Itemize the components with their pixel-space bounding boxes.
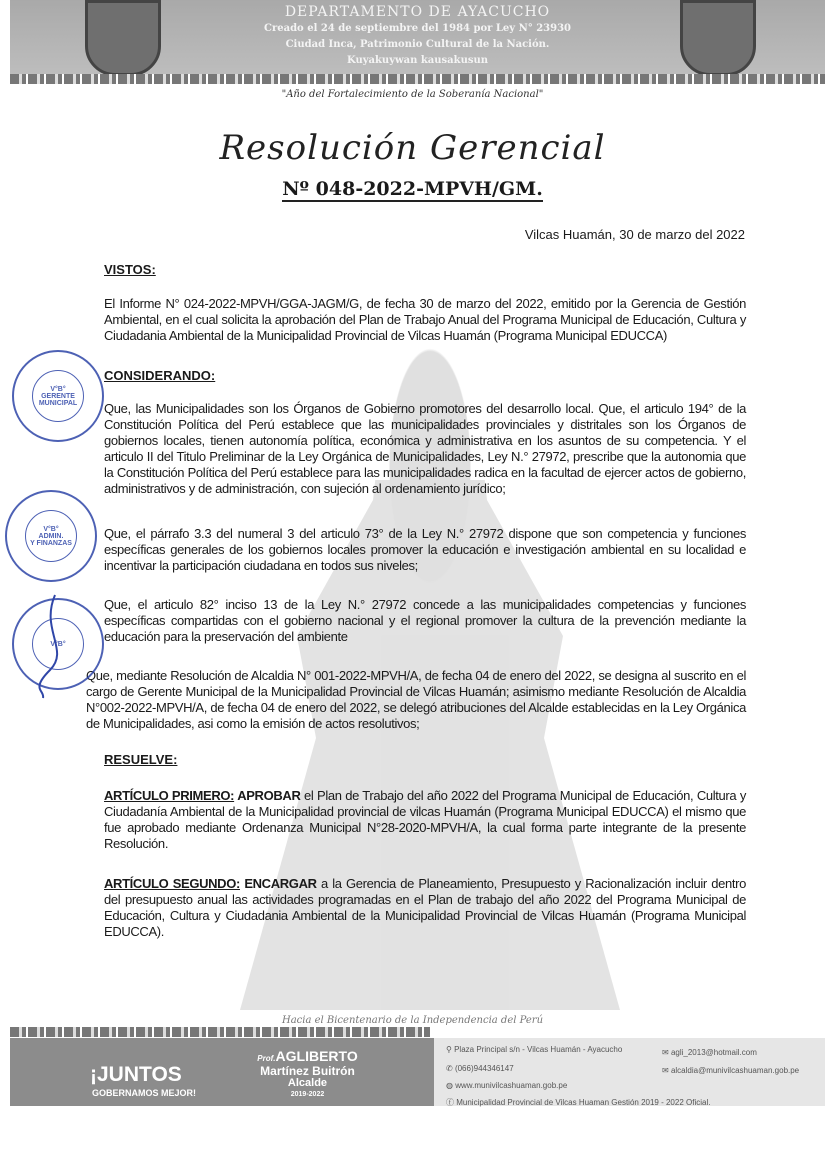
article-second bbox=[104, 876, 746, 940]
document-date: Vilcas Huamán, 30 de marzo del 2022 bbox=[524, 227, 745, 242]
mayor-title: Alcalde bbox=[287, 1077, 328, 1089]
stamp-administracion-finanzas: V°B° ADMIN. Y FINANZAS bbox=[5, 490, 97, 582]
contact-phone bbox=[446, 1064, 514, 1073]
slogan-sub: GOBERNAMOS MEJOR! bbox=[92, 1088, 197, 1098]
resolution-number bbox=[0, 178, 825, 200]
header-quechua: Kuyakuywan kausakusun bbox=[346, 55, 489, 66]
vistos-heading: VISTOS: bbox=[104, 262, 156, 277]
email2-text[interactable]: alcaldia@munivilcashuaman.gob.pe bbox=[670, 1066, 800, 1075]
contact-email-2[interactable] bbox=[662, 1066, 799, 1075]
considerando-paragraph-1: Que, las Municipalidades son los Órganos de Gobierno promotores del desarrollo local. Que, el articulo 194° de la Constitución Política del Perú establece que las municipalidades provinciales y distritales son los Órganos de gobiernos locales, tienen autonomía política, económica y administrativa en los asuntos de su competencia. Y el articulo II del Titulo Preliminar de la Ley Orgánica de Municipalidades, Ley N.° 27972, prescribe que la autonomia que la Constitución Política del Perú establece para las municipalidades radica en la facultad de ejercer actos de gobierno, administrativos y de administración, con sujeción al ordenamiento jurídico; bbox=[104, 401, 746, 496]
slogan: ¡JUNTOS bbox=[90, 1063, 182, 1086]
vistos-paragraph: El Informe N° 024-2022-MPVH/GGA-JAGM/G, de fecha 30 de marzo del 2022, emitido por la Gerencia de Gestión Ambiental, en el cual solicita la aprobación del Plan de Trabajo Anual del Programa Municipal de Educación, Cultura y Ciudadania Ambiental de la Municipalidad Provincial de Vilcas Huamán (Programa Municipal EDUCCA) bbox=[104, 296, 746, 343]
phone-icon: ✆ bbox=[446, 1064, 455, 1073]
globe-icon: ◍ bbox=[446, 1081, 456, 1090]
article-first-label: ARTÍCULO PRIMERO: bbox=[104, 788, 235, 803]
considerando-heading: CONSIDERANDO: bbox=[104, 368, 216, 383]
mayor-term: 2019-2022 bbox=[290, 1091, 325, 1098]
contact-email-1[interactable] bbox=[662, 1048, 757, 1057]
footer-meander bbox=[10, 1027, 430, 1037]
facebook-text: Municipalidad Provincial de Vilcas Huaman Gestión 2019 - 2022 Oficial. bbox=[456, 1098, 711, 1107]
email-icon: ✉ bbox=[662, 1048, 671, 1057]
mayor-prefix: Prof. bbox=[257, 1054, 276, 1063]
resolution-number-text: Nº 048-2022-MPVH/GM. bbox=[282, 178, 543, 200]
year-motto: "Año del Fortalecimiento de la Soberanía Nacional" bbox=[281, 89, 544, 100]
article-first-verb: APROBAR bbox=[237, 788, 301, 803]
mayor-block bbox=[245, 1050, 370, 1101]
website-text[interactable]: www.munivilcashuaman.gob.pe bbox=[455, 1081, 568, 1090]
article-first-text: el Plan de Trabajo del año 2022 del Programa Municipal de Educación, Cultura y Ciudadanía Ambiental de la Municipalidad provincial de vilcas Huamán (Programa Municipal EDUCCA) el mismo que fue aprobado mediante Ordenanza Municipal N°28-2020-MPVH/A, la cual forma parte integrante de la presente Resolución. bbox=[104, 788, 746, 851]
stamp-vobo: V°B° bbox=[12, 598, 104, 690]
mayor-last-name: Martínez Buitrón bbox=[260, 1064, 355, 1078]
email1-text[interactable]: agli_2013@hotmail.com bbox=[670, 1048, 757, 1057]
considerando-paragraph-4: Que, mediante Resolución de Alcaldia N° 001-2022-MPVH/A, de fecha 04 de enero del 2022, se designa al suscrito en el cargo de Gerente Municipal de la Municipalidad Provincial de Vilcas Huamán; asimismo mediante Resolución de Alcaldia N°002-2022-MPVH/A, de fecha 04 de enero del 2022, se delegó atribuciones del Alcalde establecidas en la Ley Orgánica de Municipalidades, asi como la emisión de actos resolutivos; bbox=[86, 668, 746, 731]
email-icon: ✉ bbox=[662, 1066, 671, 1075]
phone-text: (066)944346147 bbox=[454, 1064, 514, 1073]
facebook-icon: ⓕ bbox=[446, 1098, 457, 1107]
meander-border bbox=[10, 74, 825, 84]
article-second-label: ARTÍCULO SEGUNDO: bbox=[104, 876, 240, 891]
location-pin-icon: ⚲ bbox=[446, 1045, 455, 1054]
footer-quote: Hacia el Bicentenario de la Independencia del Perú bbox=[281, 1015, 544, 1026]
stamp-gerente-municipal: V°B° GERENTE MUNICIPAL bbox=[12, 350, 104, 442]
considerando-paragraph-3: Que, el articulo 82° inciso 13 de la Ley N.° 27972 concede a las municipalidades competencias y funciones específicas compartidas con el gobierno nacional y el regional promover la cultura de la prevención mediante la educación para la preservación del ambiente bbox=[104, 597, 746, 644]
article-second-verb: ENCARGAR bbox=[244, 876, 317, 891]
address-text: Plaza Principal s/n - Vilcas Huamán - Ayacucho bbox=[454, 1045, 623, 1054]
header-heritage: Ciudad Inca, Patrimonio Cultural de la Nación. bbox=[285, 39, 550, 50]
document-title: Resolución Gerencial bbox=[219, 128, 606, 168]
article-first bbox=[104, 788, 746, 852]
contact-address bbox=[446, 1045, 622, 1054]
header-department: DEPARTAMENTO DE AYACUCHO bbox=[284, 4, 551, 20]
letterhead-banner bbox=[10, 0, 825, 74]
header-created: Creado el 24 de septiembre del 1984 por Ley N° 23930 bbox=[264, 23, 571, 34]
resuelve-heading: RESUELVE: bbox=[104, 752, 178, 767]
article-second-text: a la Gerencia de Planeamiento, Presupuesto y Racionalización incluir dentro del presupuesto anual las actividades programadas en el Plan de trabajo del año 2022 del Programa Municipal de Educación, Cultura y Ciudadania Ambiental de la Municipalidad Provincial de Vilcas Huamán (Programa Municipal EDUCCA). bbox=[104, 876, 747, 939]
mayor-first-name: AGLIBERTO bbox=[275, 1048, 358, 1064]
contact-website[interactable] bbox=[446, 1081, 567, 1090]
considerando-paragraph-2: Que, el párrafo 3.3 del numeral 3 del articulo 73° de la Ley N.° 27972 dispone que son competencia y funciones específicas generales de los gobiernos locales promover la educación e investigación ambiental en su localidad e incentivar la participación ciudadana en todos sus niveles; bbox=[104, 526, 746, 573]
signature bbox=[35, 590, 75, 700]
contact-facebook bbox=[446, 1097, 710, 1108]
